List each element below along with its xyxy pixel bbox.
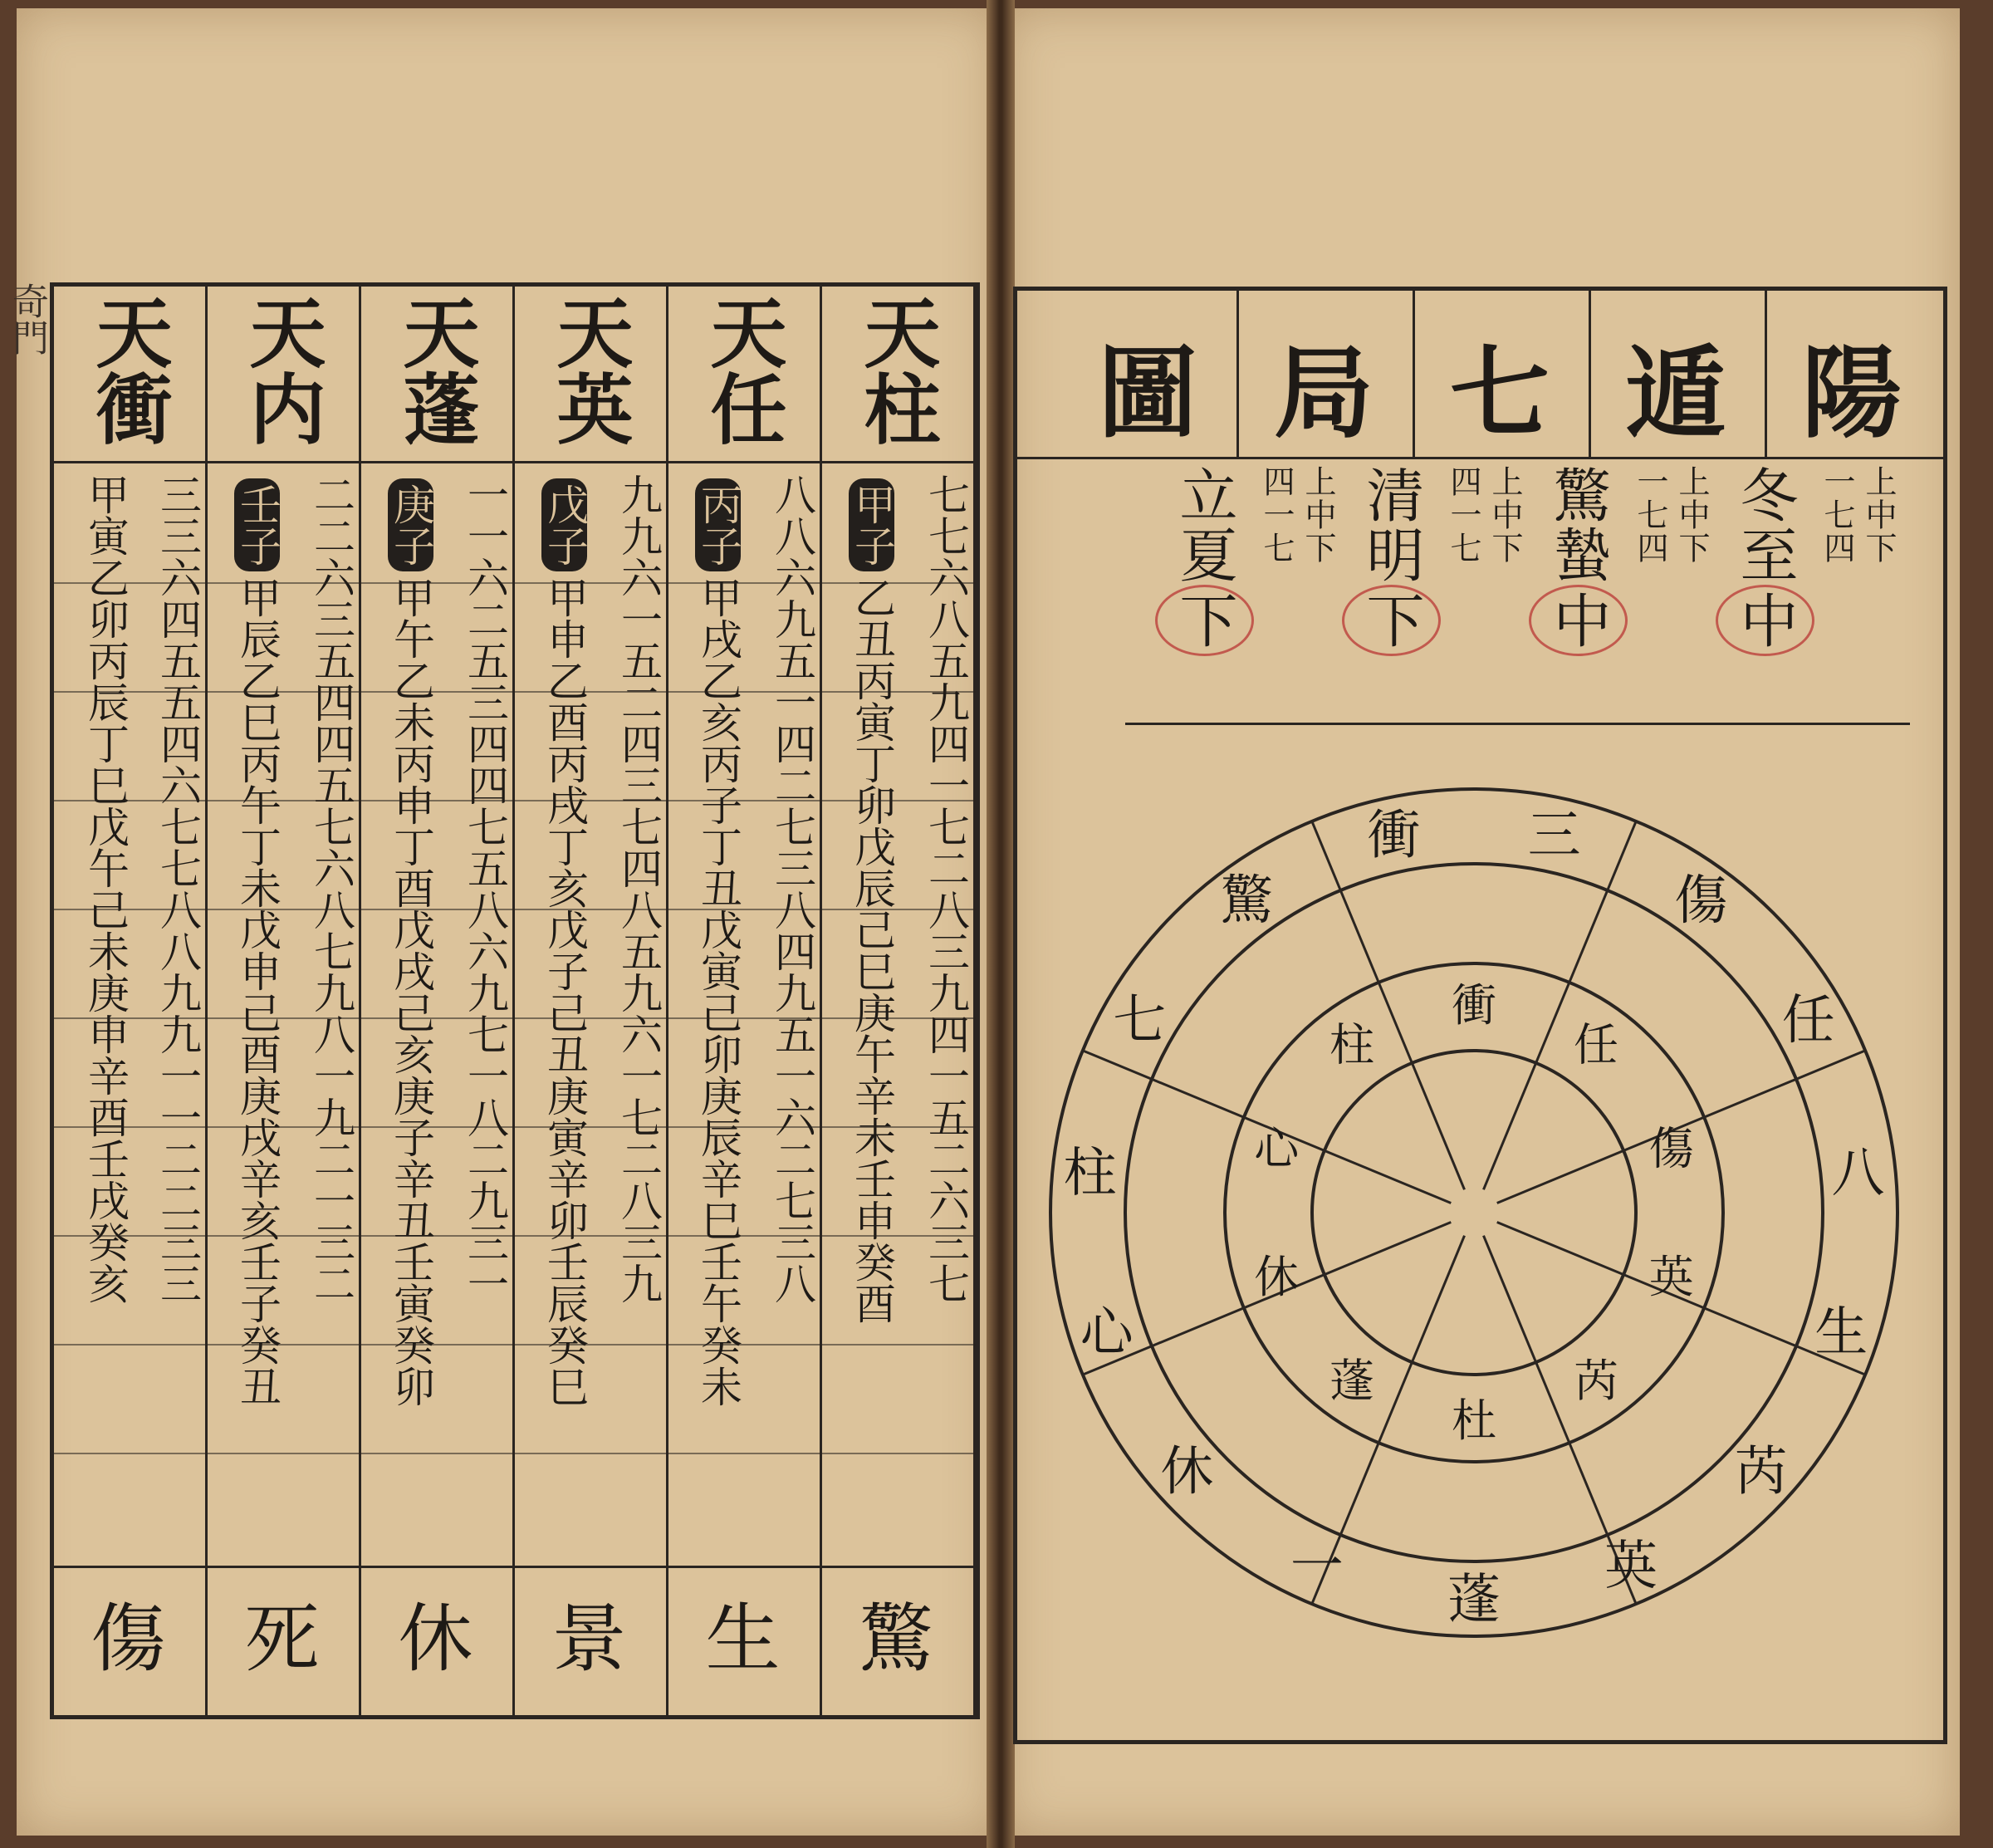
term-name: [1155, 465, 1254, 656]
title-char: 遁: [1626, 335, 1726, 452]
ganzhi-badge: 戊子: [541, 478, 587, 571]
outer-ring-label: 心: [1080, 1302, 1134, 1365]
gate-label: 景: [551, 1596, 627, 1683]
solar-term: [1167, 465, 1349, 714]
outer-ring-label: 八: [1831, 1142, 1885, 1204]
outer-ring-label: 傷: [1674, 870, 1728, 933]
ganzhi-text: 甲申乙酉丙戌丁亥戊子己丑庚寅辛卯壬辰癸巳: [541, 576, 589, 1407]
outer-ring: [1050, 789, 1898, 1636]
star-name: [359, 293, 512, 459]
outer-ring-label: 三: [1527, 805, 1581, 867]
solar-term: [1540, 465, 1723, 714]
outer-ring-label: 休: [1160, 1441, 1214, 1503]
star-name-text: 天柱: [851, 293, 942, 446]
outer-ring-label: 英: [1604, 1536, 1658, 1598]
inner-ring-label: 杜: [1452, 1394, 1496, 1447]
outer-ring-label: 驚: [1220, 870, 1274, 933]
gate-label: 傷: [91, 1596, 166, 1683]
outer-ring-label: 七: [1113, 989, 1167, 1051]
star-name: [205, 293, 359, 459]
title-char: 七: [1450, 335, 1550, 452]
outer-ring-label: 任: [1781, 989, 1835, 1051]
star-name-text: 天蓬: [390, 293, 481, 446]
star-table: [50, 282, 980, 1719]
ganzhi-text: 甲午乙未丙申丁酉戊戌己亥庚子辛丑壬寅癸卯: [387, 576, 435, 1407]
outer-ring-label: 柱: [1063, 1142, 1117, 1204]
star-numbers: 七七六八五九四一七二八三九四一五二六三七: [922, 473, 970, 1304]
outer-ring-label: 生: [1814, 1302, 1868, 1365]
gate-label: 驚: [859, 1596, 934, 1683]
circled-yuan-mark: 下: [1155, 585, 1254, 656]
third-ring: [1225, 963, 1723, 1462]
ju-numbers: 一七四: [1819, 465, 1855, 565]
yuan-label: 上中下: [1486, 465, 1523, 565]
star-numbers: 二二六三五四四五七六八七九八一九二一三二: [307, 473, 355, 1304]
row-rule: [54, 1235, 976, 1237]
title-char: 圖: [1098, 335, 1197, 452]
star-column: [359, 287, 515, 1715]
term-name-text: 清明: [1357, 465, 1425, 585]
yuan-label: 上中下: [1860, 465, 1897, 565]
circled-yuan-mark: 中: [1716, 585, 1814, 656]
star-numbers: 一一六二五三四四七五八六九七一八二九三一: [461, 473, 509, 1304]
inner-ring-label: 英: [1648, 1251, 1694, 1304]
inner-ring-label: 衝: [1452, 978, 1496, 1032]
row-rule: [54, 1017, 976, 1019]
title-divider: [1413, 291, 1415, 457]
inner-ring: [1312, 1051, 1636, 1375]
ganzhi-badge: 甲子: [849, 478, 894, 571]
term-name-text: 冬至: [1731, 465, 1799, 585]
inner-ring-label: 傷: [1648, 1122, 1694, 1175]
ganzhi-text: 甲寅乙卯丙辰丁巳戊午己未庚申辛酉壬戌癸亥: [81, 473, 130, 1304]
ganzhi-text: 乙丑丙寅丁卯戊辰己巳庚午辛未壬申癸酉: [848, 576, 896, 1324]
title-divider: [1589, 291, 1591, 457]
inner-ring-label: 休: [1254, 1251, 1300, 1304]
outer-ring-label: 蓬: [1447, 1569, 1501, 1631]
jiugong-disc: [1038, 748, 1910, 1703]
title-divider: [1236, 291, 1239, 457]
title-divider: [1765, 291, 1767, 457]
ju-numbers: 一七四: [1632, 465, 1668, 565]
gate-label: 休: [398, 1596, 473, 1683]
ju-numbers: 四一七: [1445, 465, 1481, 565]
star-column: [820, 287, 976, 1715]
star-column: [666, 287, 822, 1715]
second-ring: [1125, 864, 1823, 1561]
left-margin-label: 奇門: [6, 282, 48, 355]
term-name-text: 驚蟄: [1544, 465, 1612, 585]
row-rule: [54, 582, 976, 584]
row-rule: [54, 1344, 976, 1346]
star-name: [512, 293, 666, 459]
term-name: [1342, 465, 1441, 656]
term-name: [1716, 465, 1814, 656]
row-rule: [54, 800, 976, 801]
star-name: [51, 293, 205, 459]
ganzhi-text: 甲戌乙亥丙子丁丑戊寅己卯庚辰辛巳壬午癸未: [694, 576, 742, 1407]
star-name-text: 天内: [237, 293, 327, 446]
inner-ring-label: 任: [1573, 1018, 1618, 1071]
ganzhi-badge: 庚子: [388, 478, 433, 571]
term-name: [1529, 465, 1628, 656]
star-numbers: 八八六九五一四二七三八四九五一六二七三八: [768, 473, 816, 1304]
ganzhi-badge: 壬子: [234, 478, 280, 571]
star-name: [820, 293, 973, 459]
star-numbers: 九九六一五二四三七四八五九六一七二八三九: [615, 473, 663, 1304]
ganzhi-text: 甲辰乙巳丙午丁未戊申己酉庚戌辛亥壬子癸丑: [233, 576, 282, 1407]
inner-ring-label: 心: [1254, 1122, 1300, 1175]
solar-term: [1727, 465, 1910, 714]
star-column: [51, 287, 208, 1715]
inner-ring-label: 蓬: [1329, 1355, 1375, 1408]
solar-term: [1354, 465, 1536, 714]
circled-yuan-mark: 中: [1529, 585, 1628, 656]
star-name-text: 天英: [544, 293, 634, 446]
gate-label: 生: [705, 1596, 781, 1683]
gate-label: 死: [244, 1596, 320, 1683]
row-rule: [54, 1126, 976, 1128]
row-rule: [54, 1453, 976, 1454]
star-name-text: 天任: [698, 293, 788, 446]
ganzhi-badge: 丙子: [695, 478, 741, 571]
solar-terms-row: [1125, 457, 1910, 725]
star-column: [205, 287, 361, 1715]
title-char: 陽: [1802, 335, 1902, 452]
star-numbers: 三三六四五五四六七七八八九九一一二二三三: [154, 473, 202, 1304]
outer-ring-label: 一: [1290, 1536, 1344, 1598]
circled-yuan-mark: 下: [1342, 585, 1441, 656]
yuan-label: 上中下: [1300, 465, 1336, 565]
star-column: [512, 287, 668, 1715]
star-name-text: 天衝: [83, 293, 174, 446]
outer-ring-label: 芮: [1734, 1441, 1788, 1503]
inner-ring-label: 芮: [1573, 1355, 1618, 1408]
ju-numbers: 四一七: [1258, 465, 1295, 565]
star-name: [666, 293, 820, 459]
title-row: [1017, 291, 1943, 459]
term-name-text: 立夏: [1170, 465, 1238, 585]
row-rule: [54, 909, 976, 910]
title-char: 局: [1274, 335, 1374, 452]
row-rule: [54, 691, 976, 693]
book-spine: [987, 0, 1015, 1848]
inner-ring-label: 柱: [1329, 1018, 1375, 1071]
outer-ring-label: 衝: [1367, 805, 1421, 867]
yuan-label: 上中下: [1673, 465, 1710, 565]
